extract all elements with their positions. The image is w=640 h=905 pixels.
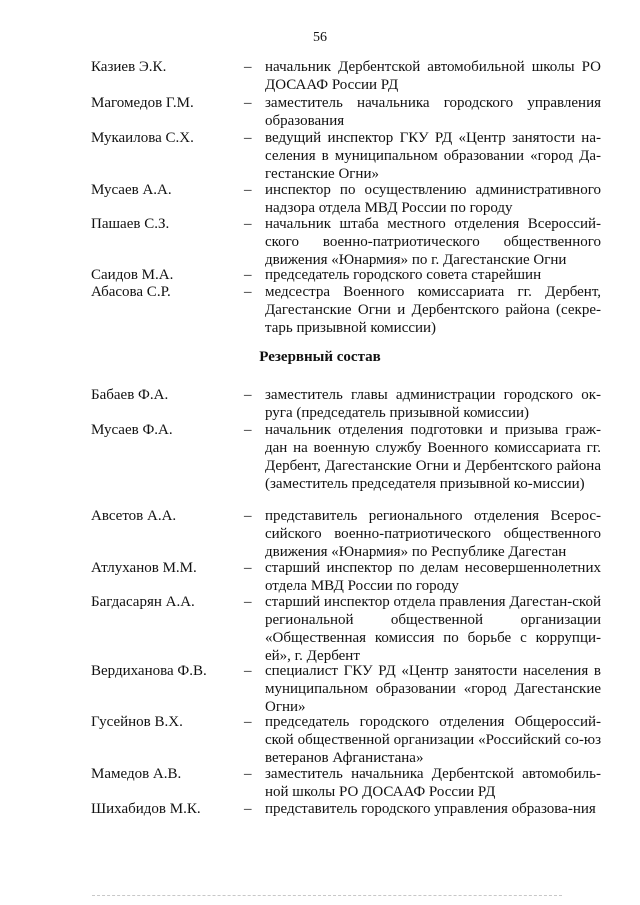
dash: –: [244, 182, 252, 198]
dash: –: [244, 594, 252, 610]
member-role: начальник отделения подготовки и призыва граж-дан на военную службу Военного комиссариата гг. Дербент, Дагестанские Огни и Дербентского района (заместитель председателя призывной ко-миссии): [265, 422, 601, 492]
dash: –: [244, 560, 252, 576]
member-name: Магомедов Г.М.: [91, 95, 194, 111]
member-name: Атлуханов М.М.: [91, 560, 197, 576]
member-role: ведущий инспектор ГКУ РД «Центр занятости на-селения в муниципальном образовании «город Да-гестанские Огни»: [265, 130, 601, 182]
member-name: Саидов М.А.: [91, 267, 174, 283]
member-name: Авсетов А.А.: [91, 508, 177, 524]
member-name: Гусейнов В.Х.: [91, 714, 183, 730]
member-role: представитель регионального отделения Всерос-сийского военно-патриотического общественного движения «Юнармия» по Республике Дагестан: [265, 508, 601, 560]
member-name: Шихабидов М.К.: [91, 801, 201, 817]
member-role: специалист ГКУ РД «Центр занятости населения в муниципальном образовании «город Дагестанские Огни»: [265, 663, 601, 715]
member-role: председатель городского совета старейшин: [265, 267, 542, 283]
dash: –: [244, 95, 252, 111]
member-role: старший инспектор по делам несовершеннолетних отдела МВД России по городу: [265, 560, 601, 594]
member-name: Казиев Э.К.: [91, 59, 167, 75]
footer-divider: [92, 895, 562, 897]
member-role: заместитель начальника городского управления образования: [265, 95, 601, 129]
member-role: заместитель главы администрации городского ок-руга (председатель призывной комиссии): [265, 387, 601, 421]
member-name: Абасова С.Р.: [91, 284, 171, 300]
member-name: Мусаев Ф.А.: [91, 422, 173, 438]
member-name: Пашаев С.З.: [91, 216, 170, 232]
member-role: медсестра Военного комиссариата гг. Дербент, Дагестанские Огни и Дербентского района (секре-тарь призывной комиссии): [265, 284, 601, 336]
member-role: старший инспектор отдела правления Дагестан-ской региональной общественной организации «Общественная комиссия по борьбе с коррупци-ей», г. Дербент: [265, 594, 601, 664]
member-name: Мукаилова С.Х.: [91, 130, 194, 146]
member-name: Бабаев Ф.А.: [91, 387, 169, 403]
member-role: заместитель начальника Дербентской автомобиль-ной школы РО ДОСААФ России РД: [265, 766, 601, 800]
dash: –: [244, 59, 252, 75]
reserve-section-title: Резервный состав: [259, 349, 381, 365]
dash: –: [244, 801, 252, 817]
dash: –: [244, 130, 252, 146]
member-role: председатель городского отделения Общероссий-ской общественной организации «Российский со-юз ветеранов Афганистана»: [265, 714, 601, 766]
member-name: Багдасарян А.А.: [91, 594, 195, 610]
member-role: начальник Дербентской автомобильной школы РО ДОСААФ России РД: [265, 59, 601, 93]
member-role: инспектор по осуществлению административного надзора отдела МВД России по городу: [265, 182, 601, 216]
member-name: Мамедов А.В.: [91, 766, 182, 782]
member-name: Вердиханова Ф.В.: [91, 663, 207, 679]
dash: –: [244, 267, 252, 283]
dash: –: [244, 422, 252, 438]
dash: –: [244, 284, 252, 300]
dash: –: [244, 766, 252, 782]
dash: –: [244, 714, 252, 730]
dash: –: [244, 387, 252, 403]
dash: –: [244, 663, 252, 679]
page-number: 56: [313, 30, 327, 45]
dash: –: [244, 508, 252, 524]
member-name: Мусаев А.А.: [91, 182, 172, 198]
member-role: начальник штаба местного отделения Всероссий-ского военно-патриотического общественного движения «Юнармия» по г. Дагестанские Огни: [265, 216, 601, 268]
member-role: представитель городского управления образова-ния: [265, 801, 596, 817]
dash: –: [244, 216, 252, 232]
